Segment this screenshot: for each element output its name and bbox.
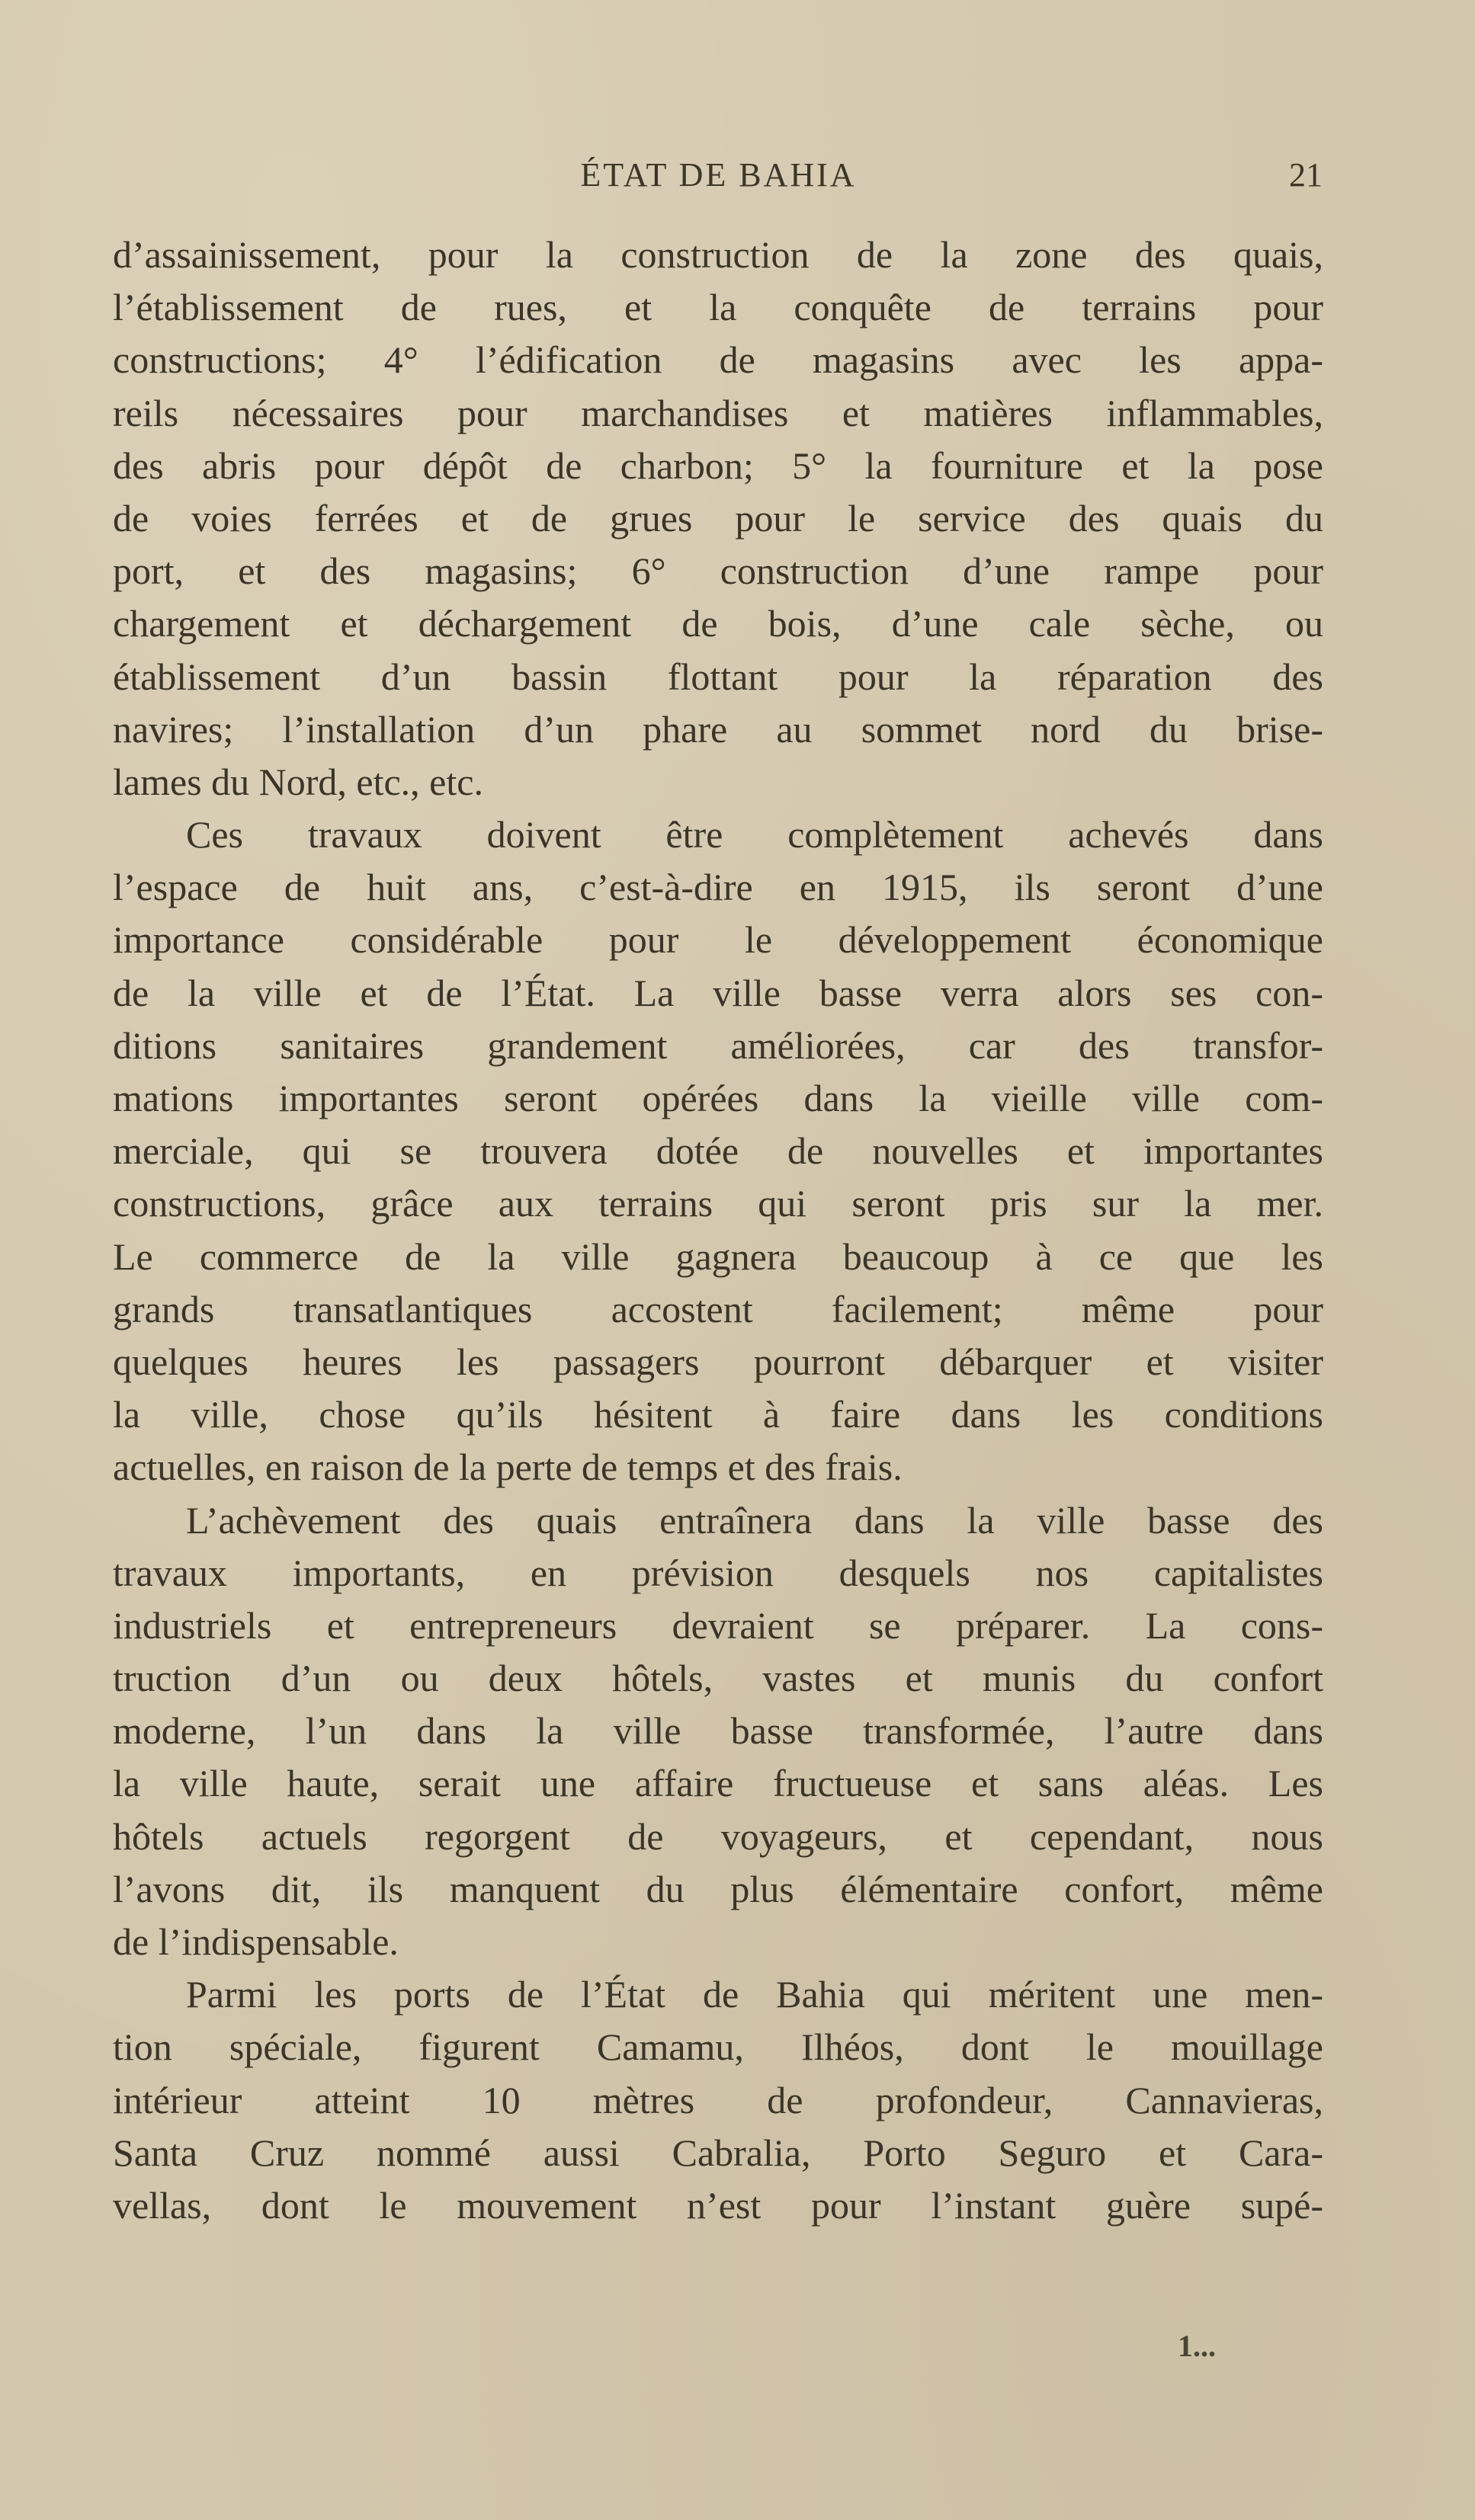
text-line: L’achèvement des quais entraînera dans la ville basse des: [186, 1498, 1323, 1542]
text-line: mations importantes seront opérées dans la vieille ville com-: [113, 1077, 1323, 1119]
text-line: des abris pour dépôt de charbon; 5° la fourniture et la pose: [113, 443, 1323, 487]
text-line: moderne, l’un dans la ville basse transformée, l’autre dans: [113, 1709, 1323, 1753]
text-line: établissement d’un bassin flottant pour la réparation des: [113, 655, 1323, 698]
text-line: Parmi les ports de l’État de Bahia qui méritent une men-: [186, 1973, 1323, 2016]
text-line: quelques heures les passagers pourront débarquer et visiter: [113, 1340, 1323, 1383]
running-head: [114, 151, 1323, 197]
text-line: Ces travaux doivent être complètement achevés dans: [186, 813, 1323, 857]
text-line: port, et des magasins; 6° construction d’une rampe pour: [113, 549, 1323, 593]
text-line: chargement et déchargement de bois, d’une cale sèche, ou: [113, 602, 1323, 645]
body-text: [113, 229, 1323, 2232]
text-line: l’établissement de rues, et la conquête de terrains pour: [113, 286, 1323, 329]
text-line: truction d’un ou deux hôtels, vastes et munis du confort: [113, 1657, 1323, 1700]
paragraph: [113, 1494, 1323, 1969]
text-line: grands transatlantiques accostent facilement; même pour: [113, 1287, 1323, 1330]
text-line: tion spéciale, figurent Camamu, Ilhéos, dont le mouillage: [113, 2025, 1323, 2069]
page-number: 21: [1289, 156, 1323, 194]
running-title: ÉTAT DE BAHIA: [580, 156, 857, 194]
text-line: travaux importants, en prévision desquels nos capitalistes: [113, 1551, 1323, 1594]
text-line: reils nécessaires pour marchandises et matières inflammables,: [113, 391, 1323, 434]
text-line: de voies ferrées et de grues pour le service des quais du: [113, 496, 1323, 540]
text-line: l’espace de huit ans, c’est-à-dire en 1915, ils seront d’une: [113, 866, 1323, 909]
text-line: intérieur atteint 10 mètres de profondeur, Cannavieras,: [113, 2078, 1323, 2121]
text-line: ditions sanitaires grandement améliorées, car des transfor-: [113, 1023, 1323, 1067]
text-line: Santa Cruz nommé aussi Cabralia, Porto Seguro et Cara-: [113, 2131, 1323, 2174]
text-line: navires; l’installation d’un phare au sommet nord du brise-: [113, 707, 1323, 751]
text-line: de la ville et de l’État. La ville basse verra alors ses con-: [113, 971, 1323, 1014]
text-line: importance considérable pour le développement économique: [113, 918, 1323, 962]
paragraph: [113, 809, 1323, 1494]
paragraph: [113, 1968, 1323, 2232]
text-line: merciale, qui se trouvera dotée de nouvelles et importantes: [113, 1129, 1323, 1173]
text-line: hôtels actuels regorgent de voyageurs, et cependant, nous: [113, 1814, 1323, 1858]
text-line: constructions; 4° l’édification de magasins avec les appa-: [113, 338, 1323, 382]
text-line: d’assainissement, pour la construction de la zone des quais,: [113, 233, 1323, 276]
text-line: actuelles, en raison de la perte de temps et des frais.: [113, 1446, 903, 1489]
paragraph: [113, 229, 1323, 809]
text-line: l’avons dit, ils manquent du plus élémentaire confort, même: [113, 1867, 1323, 1910]
signature-mark: 1...: [1178, 2329, 1216, 2363]
text-line: lames du Nord, etc., etc.: [113, 760, 483, 803]
text-line: de l’indispensable.: [113, 1920, 399, 1963]
text-line: la ville haute, serait une affaire fructueuse et sans aléas. Les: [113, 1762, 1323, 1805]
text-line: vellas, dont le mouvement n’est pour l’instant guère supé-: [113, 2183, 1323, 2227]
text-line: constructions, grâce aux terrains qui seront pris sur la mer.: [113, 1182, 1323, 1225]
text-line: la ville, chose qu’ils hésitent à faire dans les conditions: [113, 1393, 1323, 1436]
text-line: Le commerce de la ville gagnera beaucoup à ce que les: [113, 1234, 1323, 1278]
text-line: industriels et entrepreneurs devraient se préparer. La cons-: [113, 1603, 1323, 1647]
